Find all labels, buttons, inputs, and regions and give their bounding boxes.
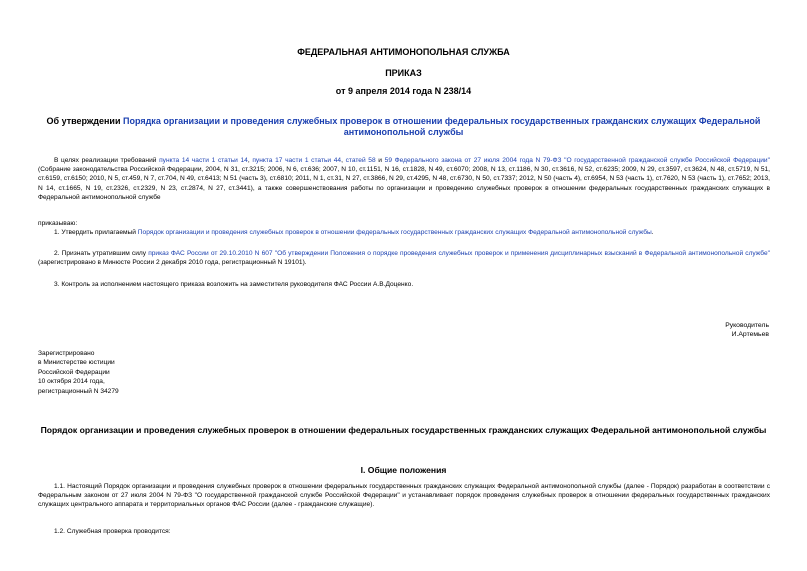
item1-end: . [651, 229, 654, 236]
order-item-2 [38, 249, 770, 267]
order-item-3: 3. Контроль за исполнением настоящего приказа возложить на заместителя руководителя ФАС России А.В.Доценко. [54, 281, 414, 288]
item2-text: 2. Признать утратившим силу [54, 250, 149, 257]
intro-link-2[interactable]: пункта 17 части 1 статьи 44 [252, 157, 342, 164]
intro-link-1[interactable]: пункта 14 части 1 статьи 14 [159, 157, 248, 164]
item2-end: (зарегистрировано в Минюсте России 2 декабря 2010 года, регистрационный N 19101). [38, 259, 307, 267]
intro-text-1: В целях реализации требований [54, 157, 160, 164]
item2-link[interactable]: приказ ФАС России от 29.10.2010 N 607 "Об утверждении Положения о порядке проведения служебных проверок и применения дисциплинарных взысканий в Федеральной антимонопольной службе" [148, 250, 770, 257]
item1-text: 1. Утвердить прилагаемый [54, 229, 138, 236]
intro-paragraph [38, 156, 770, 202]
registration-line: в Министерстве юстиции [38, 359, 115, 367]
signature-name: И.Артемьев [731, 331, 769, 338]
registration-line: регистрационный N 34279 [38, 387, 119, 395]
order-title-link[interactable]: Порядка организации и проведения служебных проверок в отношении федеральных государственных гражданских служащих Федеральной антимонопольной службы [123, 116, 761, 137]
section-heading: I. Общие положения [360, 465, 447, 475]
order-title [30, 116, 777, 138]
document-date-number: от 9 апреля 2014 года N 238/14 [335, 86, 472, 96]
signature-role: Руководитель [725, 322, 769, 329]
intro-text-5: (Собрание законодательства Российской Федерации, 2004, N 31, ст.3215; 2006, N 6, ст.636; 2007, N 10, ст.1151, N 16, ст.1828, N 49, ст.6070; 2008, N 13, ст.1186, N 30, ст.3616, N 52, ст.6235; 2009, N 29, ст.3597, ст.3624, N 48, ст.5719, N 51, ст.6159, ст.6150; 2010, N 5, ст.459, N 7, ст.704, N 49, ст.6413; N 51 (часть 3), ст.6810; 2011, N 1, ст.31, N 27, ст.3866, N 29, ст.4295, N 48, ст.6730, N 50, ст.7337; 2012, N 50 (часть 4), ст.6954, N 53 (часть 1), ст.7620, N 53 (часть 1), ст.7652; 2013, N 14, ст.1665, N 19, ст.2326, ст.2329, N 23, ст.2874, N 27, ст.3441), а также совершенствования работы по организации и проведению служебных проверок в отношении федеральных государственных гражданских служащих в Федеральной антимонопольной службе [38, 166, 770, 201]
procedure-title: Порядок организации и проведения служебных проверок в отношении федеральных государственных гражданских служащих Федеральной антимонопольной службы [40, 425, 767, 435]
registration-block [38, 349, 119, 396]
intro-link-4[interactable]: 59 Федерального закона от 27 июля 2004 года N 79-ФЗ "О государственной гражданской службе Российской Федерации" [384, 157, 770, 164]
registration-line: Российской Федерации [38, 368, 110, 376]
registration-line: 10 октября 2014 года, [38, 378, 105, 386]
item1-link[interactable]: Порядок организации и проведения служебных проверок в отношении федеральных государственных гражданских служащих Федеральной антимонопольной службы [137, 229, 652, 236]
orders-word: приказываю: [38, 220, 78, 227]
intro-text-2: , [247, 157, 253, 164]
intro-text-4: и [375, 157, 385, 164]
intro-link-3[interactable]: статей 58 [345, 157, 376, 164]
intro-text-3: , [341, 157, 346, 164]
clause-1-1: 1.1. Настоящий Порядок организации и проведения служебных проверок в отношении федеральных государственных гражданских служащих Федеральной антимонопольной службы (далее - Порядок) разработан в соответствии с Федеральным законом от 27 июля 2004 N 79-ФЗ "О государственной гражданской службе Российской Федерации" и устанавливает порядок проведения служебных проверок в отношении федеральных государственных гражданских служащих центрального аппарата и территориальных органов ФАС России (далее - гражданские служащие). [38, 483, 770, 509]
document-type: ПРИКАЗ [385, 68, 422, 78]
clause-1-2: 1.2. Служебная проверка проводится: [54, 528, 171, 535]
registration-line: Зарегистрировано [38, 350, 95, 357]
order-item-1 [38, 228, 770, 237]
agency-name: ФЕДЕРАЛЬНАЯ АНТИМОНОПОЛЬНАЯ СЛУЖБА [297, 47, 510, 57]
order-title-prefix: Об утверждении [46, 116, 123, 126]
